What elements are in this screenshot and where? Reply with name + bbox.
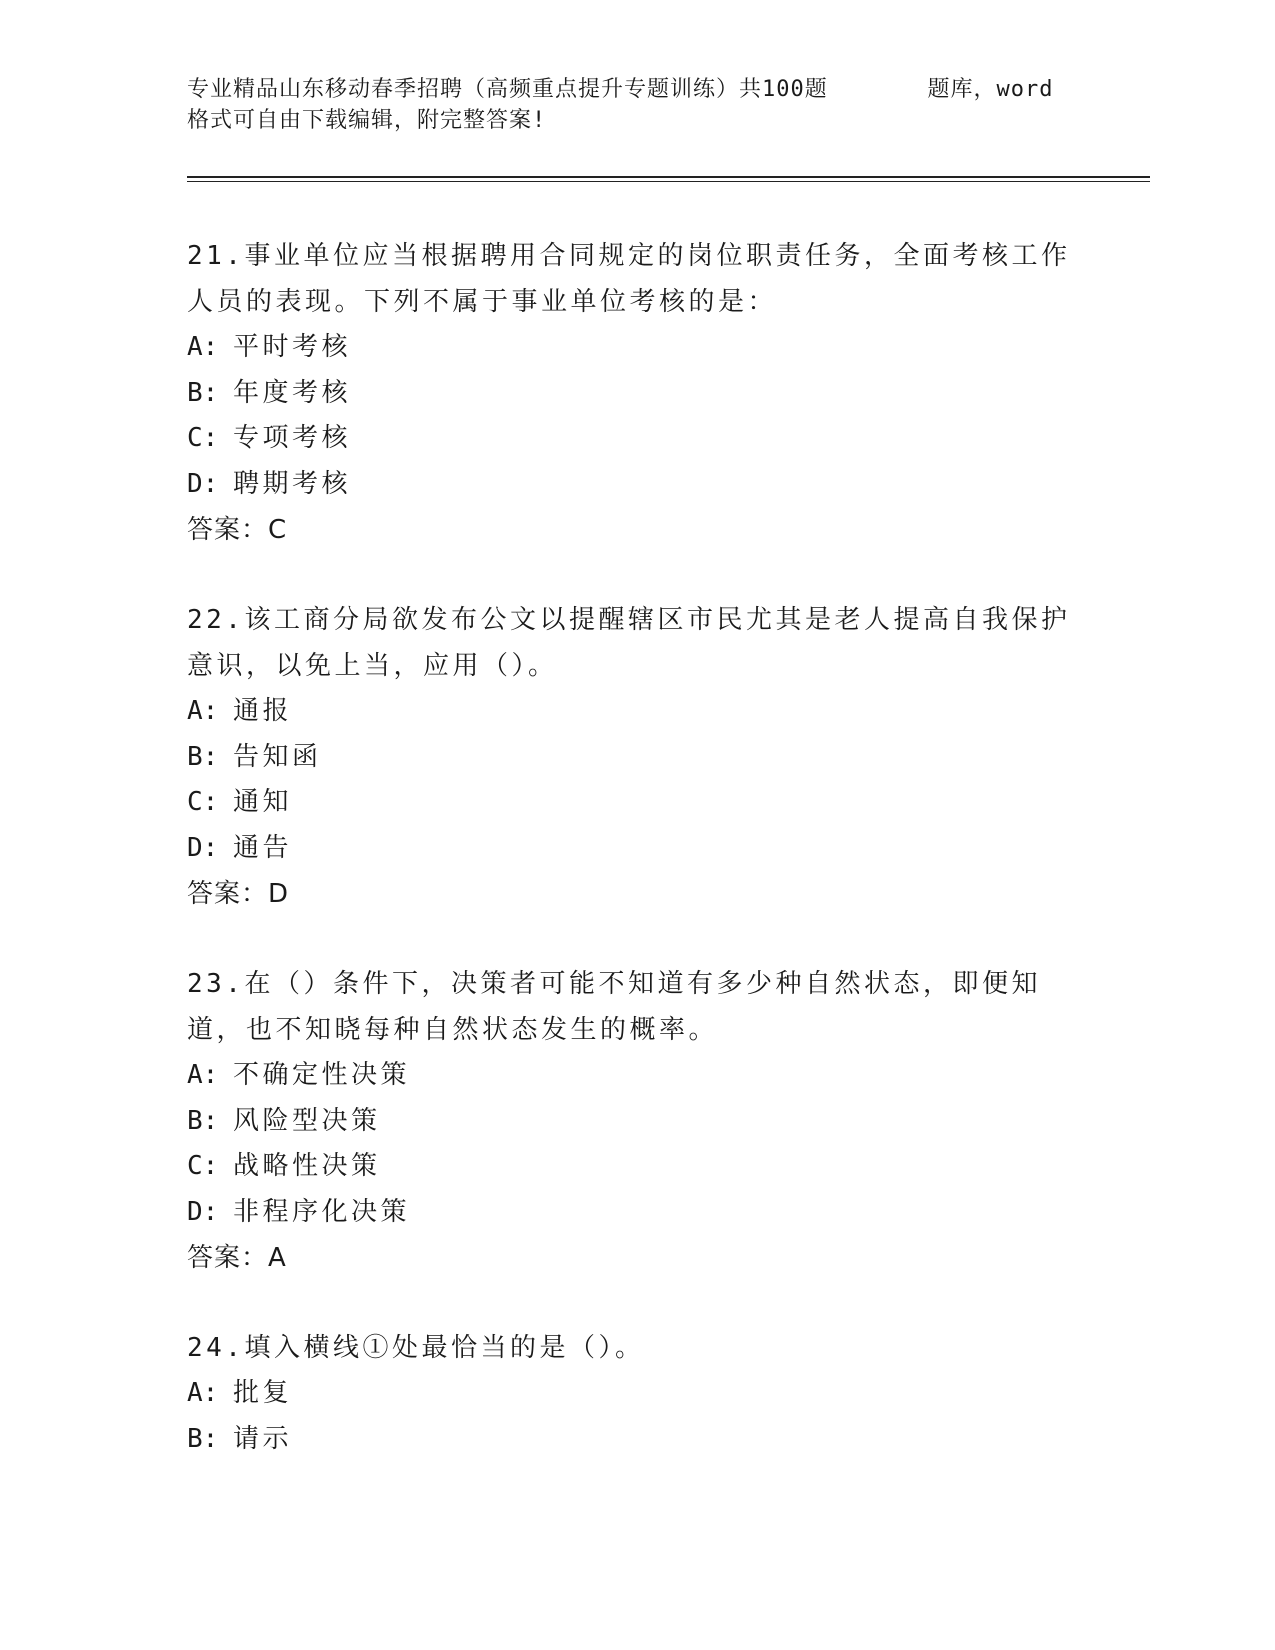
- question-stem: [187, 961, 1087, 1053]
- option-label: A:: [187, 1060, 219, 1090]
- option-a: [187, 1371, 1087, 1417]
- answer: 答案：D: [187, 879, 290, 909]
- option-label: B:: [187, 741, 219, 772]
- option-text: 年度考核: [233, 377, 352, 408]
- question-text: 在（）条件下，决策者可能不知道有多少种自然状态，即便知道，也不知晓每种自然状态发生的概率。: [187, 969, 1041, 1045]
- option-label: C:: [187, 1151, 219, 1181]
- option-b: [187, 371, 1087, 417]
- option-c: [187, 416, 1087, 462]
- option-text: 不确定性决策: [233, 1060, 411, 1090]
- option-c: [187, 1144, 1087, 1190]
- question-number: 21.: [187, 241, 245, 271]
- option-text: 通知: [233, 787, 293, 817]
- option-d: [187, 826, 1087, 872]
- option-text: 风险型决策: [233, 1105, 381, 1136]
- option-text: 通告: [233, 832, 293, 863]
- question-stem: [187, 233, 1087, 325]
- option-text: 告知函: [233, 741, 322, 772]
- option-b: [187, 1417, 1087, 1463]
- option-d: [187, 1190, 1087, 1236]
- option-b: [187, 1099, 1087, 1145]
- question-number: 23.: [187, 969, 245, 999]
- option-label: C:: [187, 787, 219, 817]
- option-label: C:: [187, 423, 219, 453]
- option-label: D:: [187, 832, 219, 863]
- header-rule-top: [187, 176, 1150, 178]
- option-text: 请示: [233, 1423, 293, 1454]
- option-text: 非程序化决策: [233, 1196, 411, 1227]
- header-line-1: 专业精品山东移动春季招聘（高频重点提升专题训练）共100题 题库，word: [187, 77, 1054, 102]
- option-a: [187, 689, 1087, 735]
- question-number: 22.: [187, 605, 245, 635]
- option-label: B:: [187, 377, 219, 408]
- answer: 答案：A: [187, 1243, 287, 1273]
- option-label: B:: [187, 1423, 219, 1454]
- question-text: 事业单位应当根据聘用合同规定的岗位职责任务，全面考核工作人员的表现。下列不属于事业单位考核的是：: [187, 241, 1071, 317]
- question-list: [187, 233, 1087, 1506]
- question-stem: [187, 1325, 1087, 1371]
- header-line-2: 格式可自由下载编辑，附完整答案!: [187, 108, 547, 133]
- question-24: [187, 1325, 1087, 1462]
- question-23: [187, 961, 1087, 1281]
- option-label: A:: [187, 1378, 219, 1408]
- option-label: D:: [187, 1196, 219, 1227]
- question-21: [187, 233, 1087, 553]
- option-text: 批复: [233, 1378, 293, 1408]
- option-label: B:: [187, 1105, 219, 1136]
- question-stem: [187, 597, 1087, 689]
- option-d: [187, 462, 1087, 508]
- option-label: D:: [187, 468, 219, 499]
- answer: 答案：C: [187, 515, 288, 545]
- option-a: [187, 1053, 1087, 1099]
- option-text: 平时考核: [233, 332, 352, 362]
- question-text: 该工商分局欲发布公文以提醒辖区市民尤其是老人提高自我保护意识，以免上当，应用（）。: [187, 605, 1071, 681]
- option-text: 通报: [233, 696, 293, 726]
- option-b: [187, 735, 1087, 781]
- option-label: A:: [187, 332, 219, 362]
- header-rule-bottom: [187, 181, 1150, 182]
- option-text: 聘期考核: [233, 468, 352, 499]
- question-text: 填入横线①处最恰当的是（）。: [244, 1333, 645, 1363]
- option-text: 专项考核: [233, 423, 352, 453]
- document-header: [187, 74, 1087, 136]
- option-text: 战略性决策: [233, 1151, 381, 1181]
- option-label: A:: [187, 696, 219, 726]
- option-a: [187, 325, 1087, 371]
- option-c: [187, 780, 1087, 826]
- question-22: [187, 597, 1087, 917]
- question-number: 24.: [187, 1333, 245, 1363]
